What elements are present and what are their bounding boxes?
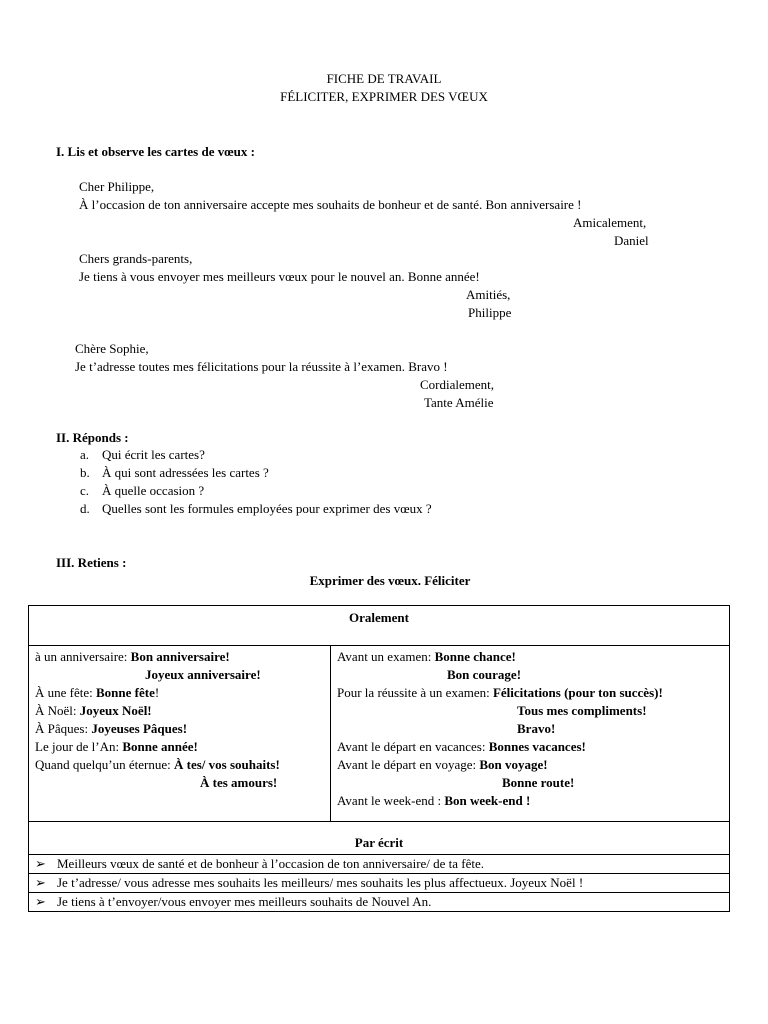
card1-greeting: Cher Philippe, <box>79 179 155 194</box>
expression-text: Bonne route! <box>502 775 575 790</box>
expression-line <box>35 738 324 756</box>
oral-right-column <box>331 646 730 822</box>
card3-signature: Tante Amélie <box>424 395 494 410</box>
question-item <box>80 446 205 464</box>
question-letter: d. <box>80 501 90 516</box>
expressions-table <box>28 605 730 912</box>
expression-text: Félicitations (pour ton succès)! <box>492 685 663 700</box>
card2-greeting: Chers grands-parents, <box>79 251 193 266</box>
expression-text: Joyeuses Pâques! <box>91 721 188 736</box>
card2-closing: Amitiés, <box>466 287 511 302</box>
card1-signature: Daniel <box>614 233 649 248</box>
context-text: Avant un examen: <box>337 649 435 664</box>
expression-text: Bonnes vacances! <box>488 739 586 754</box>
question-letter: c. <box>80 483 90 498</box>
context-text: À Noël: <box>35 703 80 718</box>
worksheet-subtitle: FÉLICITER, EXPRIMER DES VŒUX <box>280 89 488 104</box>
card2-body: Je tiens à vous envoyer mes meilleurs vœux pour le nouvel an. Bonne année! <box>79 269 480 284</box>
expression-text: Bon voyage! <box>479 757 548 772</box>
expression-line <box>337 738 723 756</box>
question-item <box>80 500 432 518</box>
section-1-heading: I. Lis et observe les cartes de vœux : <box>56 144 255 159</box>
oral-header: Oralement <box>29 606 730 646</box>
expression-line <box>337 648 723 666</box>
written-item <box>29 855 730 874</box>
section-3-subtitle: Exprimer des vœux. Féliciter <box>309 573 471 588</box>
arrow-bullet-icon: ➢ <box>35 856 46 871</box>
card3-closing: Cordialement, <box>420 377 495 392</box>
expression-text: Bravo! <box>517 721 556 736</box>
card1-body: À l’occasion de ton anniversaire accepte mes souhaits de bonheur et de santé. Bon anniversaire ! <box>79 197 582 212</box>
question-text: À qui sont adressées les cartes ? <box>102 465 269 480</box>
question-letter: a. <box>80 447 90 462</box>
written-item-text: Je t’adresse/ vous adresse mes souhaits les meilleurs/ mes souhaits les plus affectueux. Joyeux Noël ! <box>57 875 584 890</box>
context-text: À une fête: <box>35 685 97 700</box>
card3-body: Je t’adresse toutes mes félicitations pour la réussite à l’examen. Bravo ! <box>75 359 448 374</box>
written-item-text: Meilleurs vœux de santé et de bonheur à l’occasion de ton anniversaire/ de ta fête. <box>57 856 485 871</box>
section-2-heading: II. Réponds : <box>56 430 129 445</box>
oral-left-column <box>29 646 331 822</box>
question-letter: b. <box>80 465 90 480</box>
punctuation: ! <box>154 685 160 700</box>
card3-greeting: Chère Sophie, <box>75 341 149 356</box>
expression-line <box>35 666 324 684</box>
expression-line <box>35 702 324 720</box>
expression-line <box>35 684 324 702</box>
question-item <box>80 482 204 500</box>
expression-line <box>337 774 723 792</box>
expression-text: À tes amours! <box>200 775 278 790</box>
context-text: Avant le départ en vacances: <box>337 739 489 754</box>
expression-text: Bonne année! <box>122 739 198 754</box>
worksheet-title: FICHE DE TRAVAIL <box>326 71 442 86</box>
section-3-heading: III. Retiens : <box>56 555 127 570</box>
expression-line <box>337 756 723 774</box>
expression-text: Bonne chance! <box>434 649 516 664</box>
expression-line <box>337 792 723 810</box>
arrow-bullet-icon: ➢ <box>35 875 46 890</box>
expression-text: Bonne fête <box>96 685 155 700</box>
expression-line <box>337 666 723 684</box>
expression-line <box>35 720 324 738</box>
context-text: Avant le week-end : <box>337 793 445 808</box>
expression-text: Joyeux Noël! <box>79 703 152 718</box>
expression-line <box>337 702 723 720</box>
card2-signature: Philippe <box>468 305 512 320</box>
question-text: Qui écrit les cartes? <box>102 447 205 462</box>
context-text: Avant le départ en voyage: <box>337 757 480 772</box>
context-text: À Pâques: <box>35 721 92 736</box>
expression-text: Joyeux anniversaire! <box>145 667 261 682</box>
context-text: Quand quelqu’un éternue: <box>35 757 174 772</box>
expression-line <box>337 684 723 702</box>
arrow-bullet-icon: ➢ <box>35 894 46 909</box>
expression-text: Bon courage! <box>447 667 522 682</box>
written-item <box>29 893 730 912</box>
written-item <box>29 874 730 893</box>
card1-closing: Amicalement, <box>573 215 647 230</box>
expression-line <box>35 756 324 774</box>
written-header: Par écrit <box>29 822 730 855</box>
context-text: Le jour de l’An: <box>35 739 123 754</box>
question-text: Quelles sont les formules employées pour exprimer des vœux ? <box>102 501 432 516</box>
expression-line <box>35 774 324 792</box>
expression-text: Bon anniversaire! <box>130 649 230 664</box>
expression-text: À tes/ vos souhaits! <box>173 757 280 772</box>
expression-line <box>337 720 723 738</box>
question-item <box>80 464 269 482</box>
context-text: Pour la réussite à un examen: <box>337 685 493 700</box>
expression-text: Tous mes compliments! <box>517 703 647 718</box>
context-text: à un anniversaire: <box>35 649 131 664</box>
written-item-text: Je tiens à t’envoyer/vous envoyer mes meilleurs souhaits de Nouvel An. <box>57 894 432 909</box>
expression-line <box>35 648 324 666</box>
expression-text: Bon week-end ! <box>444 793 531 808</box>
question-text: À quelle occasion ? <box>102 483 205 498</box>
